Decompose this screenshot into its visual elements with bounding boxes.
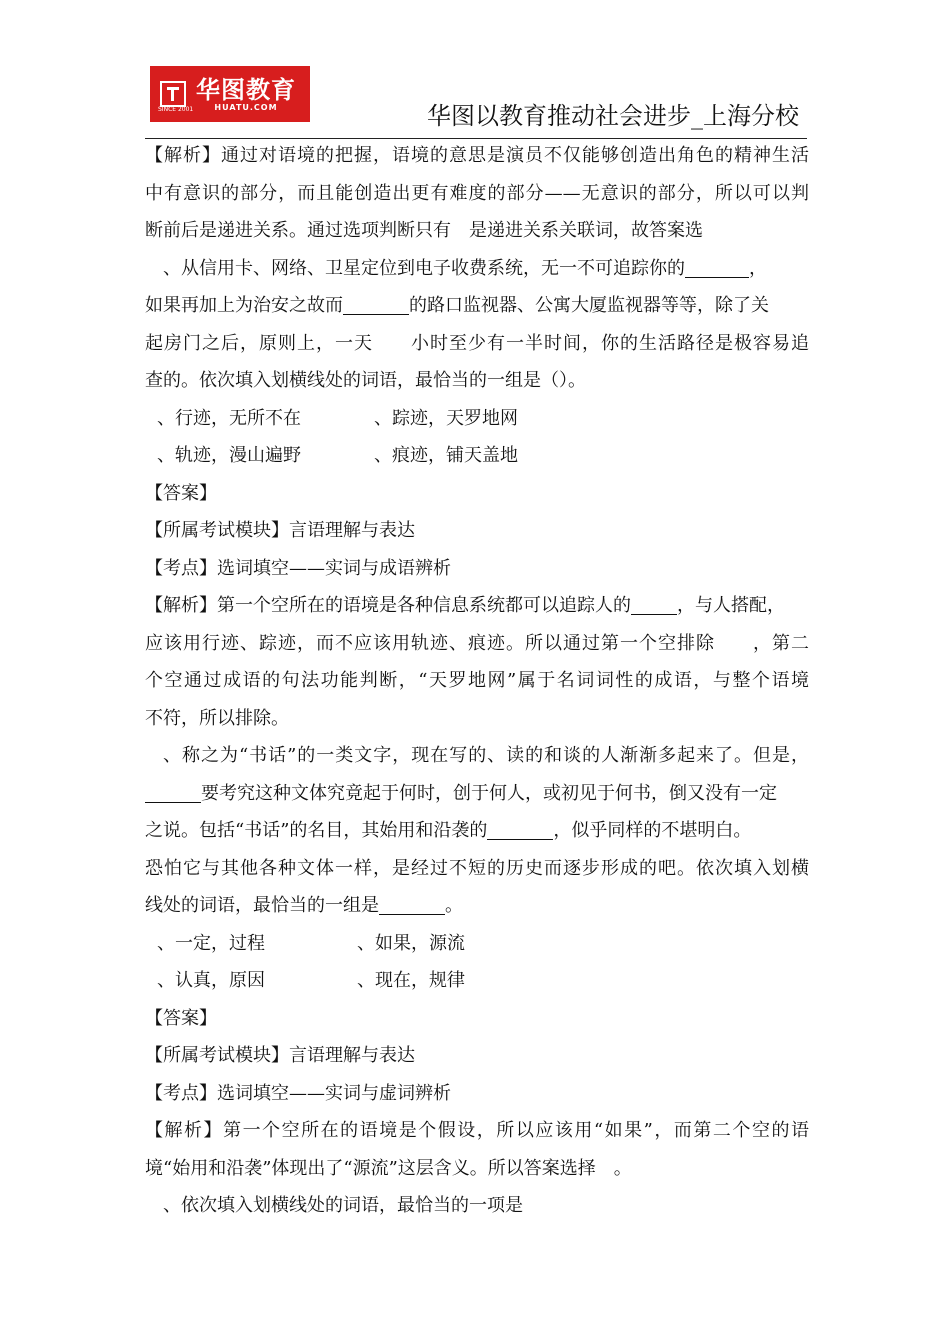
huatu-logo <box>150 66 310 122</box>
document-body <box>145 137 809 1225</box>
option-b: 、踪迹，天罗地网 <box>374 407 518 429</box>
question-line: 查的。依次填入划横线处的词语，最恰当的一组是（）。 <box>145 370 586 391</box>
option-a: 、一定，过程 <box>157 932 265 954</box>
option-c: 、认真，原因 <box>157 970 265 991</box>
question-line: 线处的词语，最恰当的一组是 。 <box>145 895 463 916</box>
question-line: 、从信用卡、网络、卫星定位到电子收费系统，无一不可追踪你的 ， <box>163 257 767 279</box>
question-line: 如果再加上为治安之故而 的路口监视器、公寓大厦监视器等等，除了关 <box>145 295 769 316</box>
option-b: 、如果，源流 <box>357 932 465 954</box>
exam-module: 【所属考试模块】言语理解与表达 <box>145 520 415 541</box>
option-d: 、现在，规律 <box>357 970 465 991</box>
logo-text <box>196 77 296 112</box>
question-line: 起房门之后，原则上，一天 小时至少有一半时间，你的生活路径是极容易追 <box>145 332 809 354</box>
question-line: 之说。包括“书话”的名目，其始用和沿袭的 ，似乎同样的不堪明白。 <box>145 820 752 841</box>
question-line: 、依次填入划横线处的词语，最恰当的一项是 <box>163 1195 523 1216</box>
logo-chinese-name: 华图教育 <box>196 75 296 104</box>
options-row <box>145 437 809 475</box>
analysis-line: 断前后是递进关系。通过选项判断只有 是递进关系关联词，故答案选 <box>145 220 703 241</box>
analysis-line: 【解析】第一个空所在的语境是各种信息系统都可以追踪人的 ，与人搭配， <box>145 595 785 616</box>
option-c: 、轨迹，漫山遍野 <box>157 445 301 466</box>
logo-english-name: HUATU.COM <box>214 102 278 112</box>
logo-since: SINCE 2001 <box>158 106 194 113</box>
option-a: 、行迹，无所不在 <box>157 407 301 429</box>
answer-blank <box>379 896 445 915</box>
header-slogan: 华图以教育推动社会进步_上海分校 <box>427 102 799 130</box>
options-row <box>145 400 809 438</box>
analysis-line: 中有意识的部分，而且能创造出更有难度的部分——无意识的部分，所以可以判 <box>145 182 809 204</box>
huatu-logo-icon <box>160 81 186 107</box>
exam-point: 【考点】选词填空——实词与成语辨析 <box>145 557 451 579</box>
analysis-line: 【解析】通过对语境的把握，语境的意思是演员不仅能够创造出角色的精神生活 <box>145 145 809 166</box>
answer-blank <box>487 821 553 840</box>
analysis-line: 个空通过成语的句法功能判断，“天罗地网”属于名词词性的成语，与整个语境 <box>145 670 809 691</box>
options-row <box>145 925 809 963</box>
question-line: 要考究这种文体究竟起于何时，创于何人，或初见于何书，倒又没有一定 <box>145 775 809 813</box>
options-row <box>145 962 809 1000</box>
question-line: 恐怕它与其他各种文体一样，是经过不短的历史而逐步形成的吧。依次填入划横 <box>145 857 809 879</box>
answer-blank <box>685 259 749 278</box>
analysis-line: 【解析】第一个空所在的语境是个假设，所以应该用“如果”，而第二个空的语 <box>145 1120 809 1141</box>
answer-blank <box>343 296 409 315</box>
analysis-line: 不符，所以排除。 <box>145 707 289 729</box>
answer-label: 【答案】 <box>145 1007 217 1029</box>
question-line: 、称之为“书话”的一类文字，现在写的、读的和谈的人渐渐多起来了。但是， <box>163 745 809 766</box>
exam-module: 【所属考试模块】言语理解与表达 <box>145 1045 415 1066</box>
page-header <box>145 60 807 139</box>
answer-label: 【答案】 <box>145 482 217 504</box>
option-d: 、痕迹，铺天盖地 <box>374 445 518 466</box>
analysis-line: 应该用行迹、踪迹，而不应该用轨迹、痕迹。所以通过第一个空排除 ，第二 <box>145 632 809 654</box>
answer-blank <box>631 596 677 615</box>
answer-blank <box>145 784 201 803</box>
analysis-line: 境“始用和沿袭”体现出了“源流”这层含义。所以答案选择 。 <box>145 1157 632 1179</box>
exam-point: 【考点】选词填空——实词与虚词辨析 <box>145 1082 451 1104</box>
